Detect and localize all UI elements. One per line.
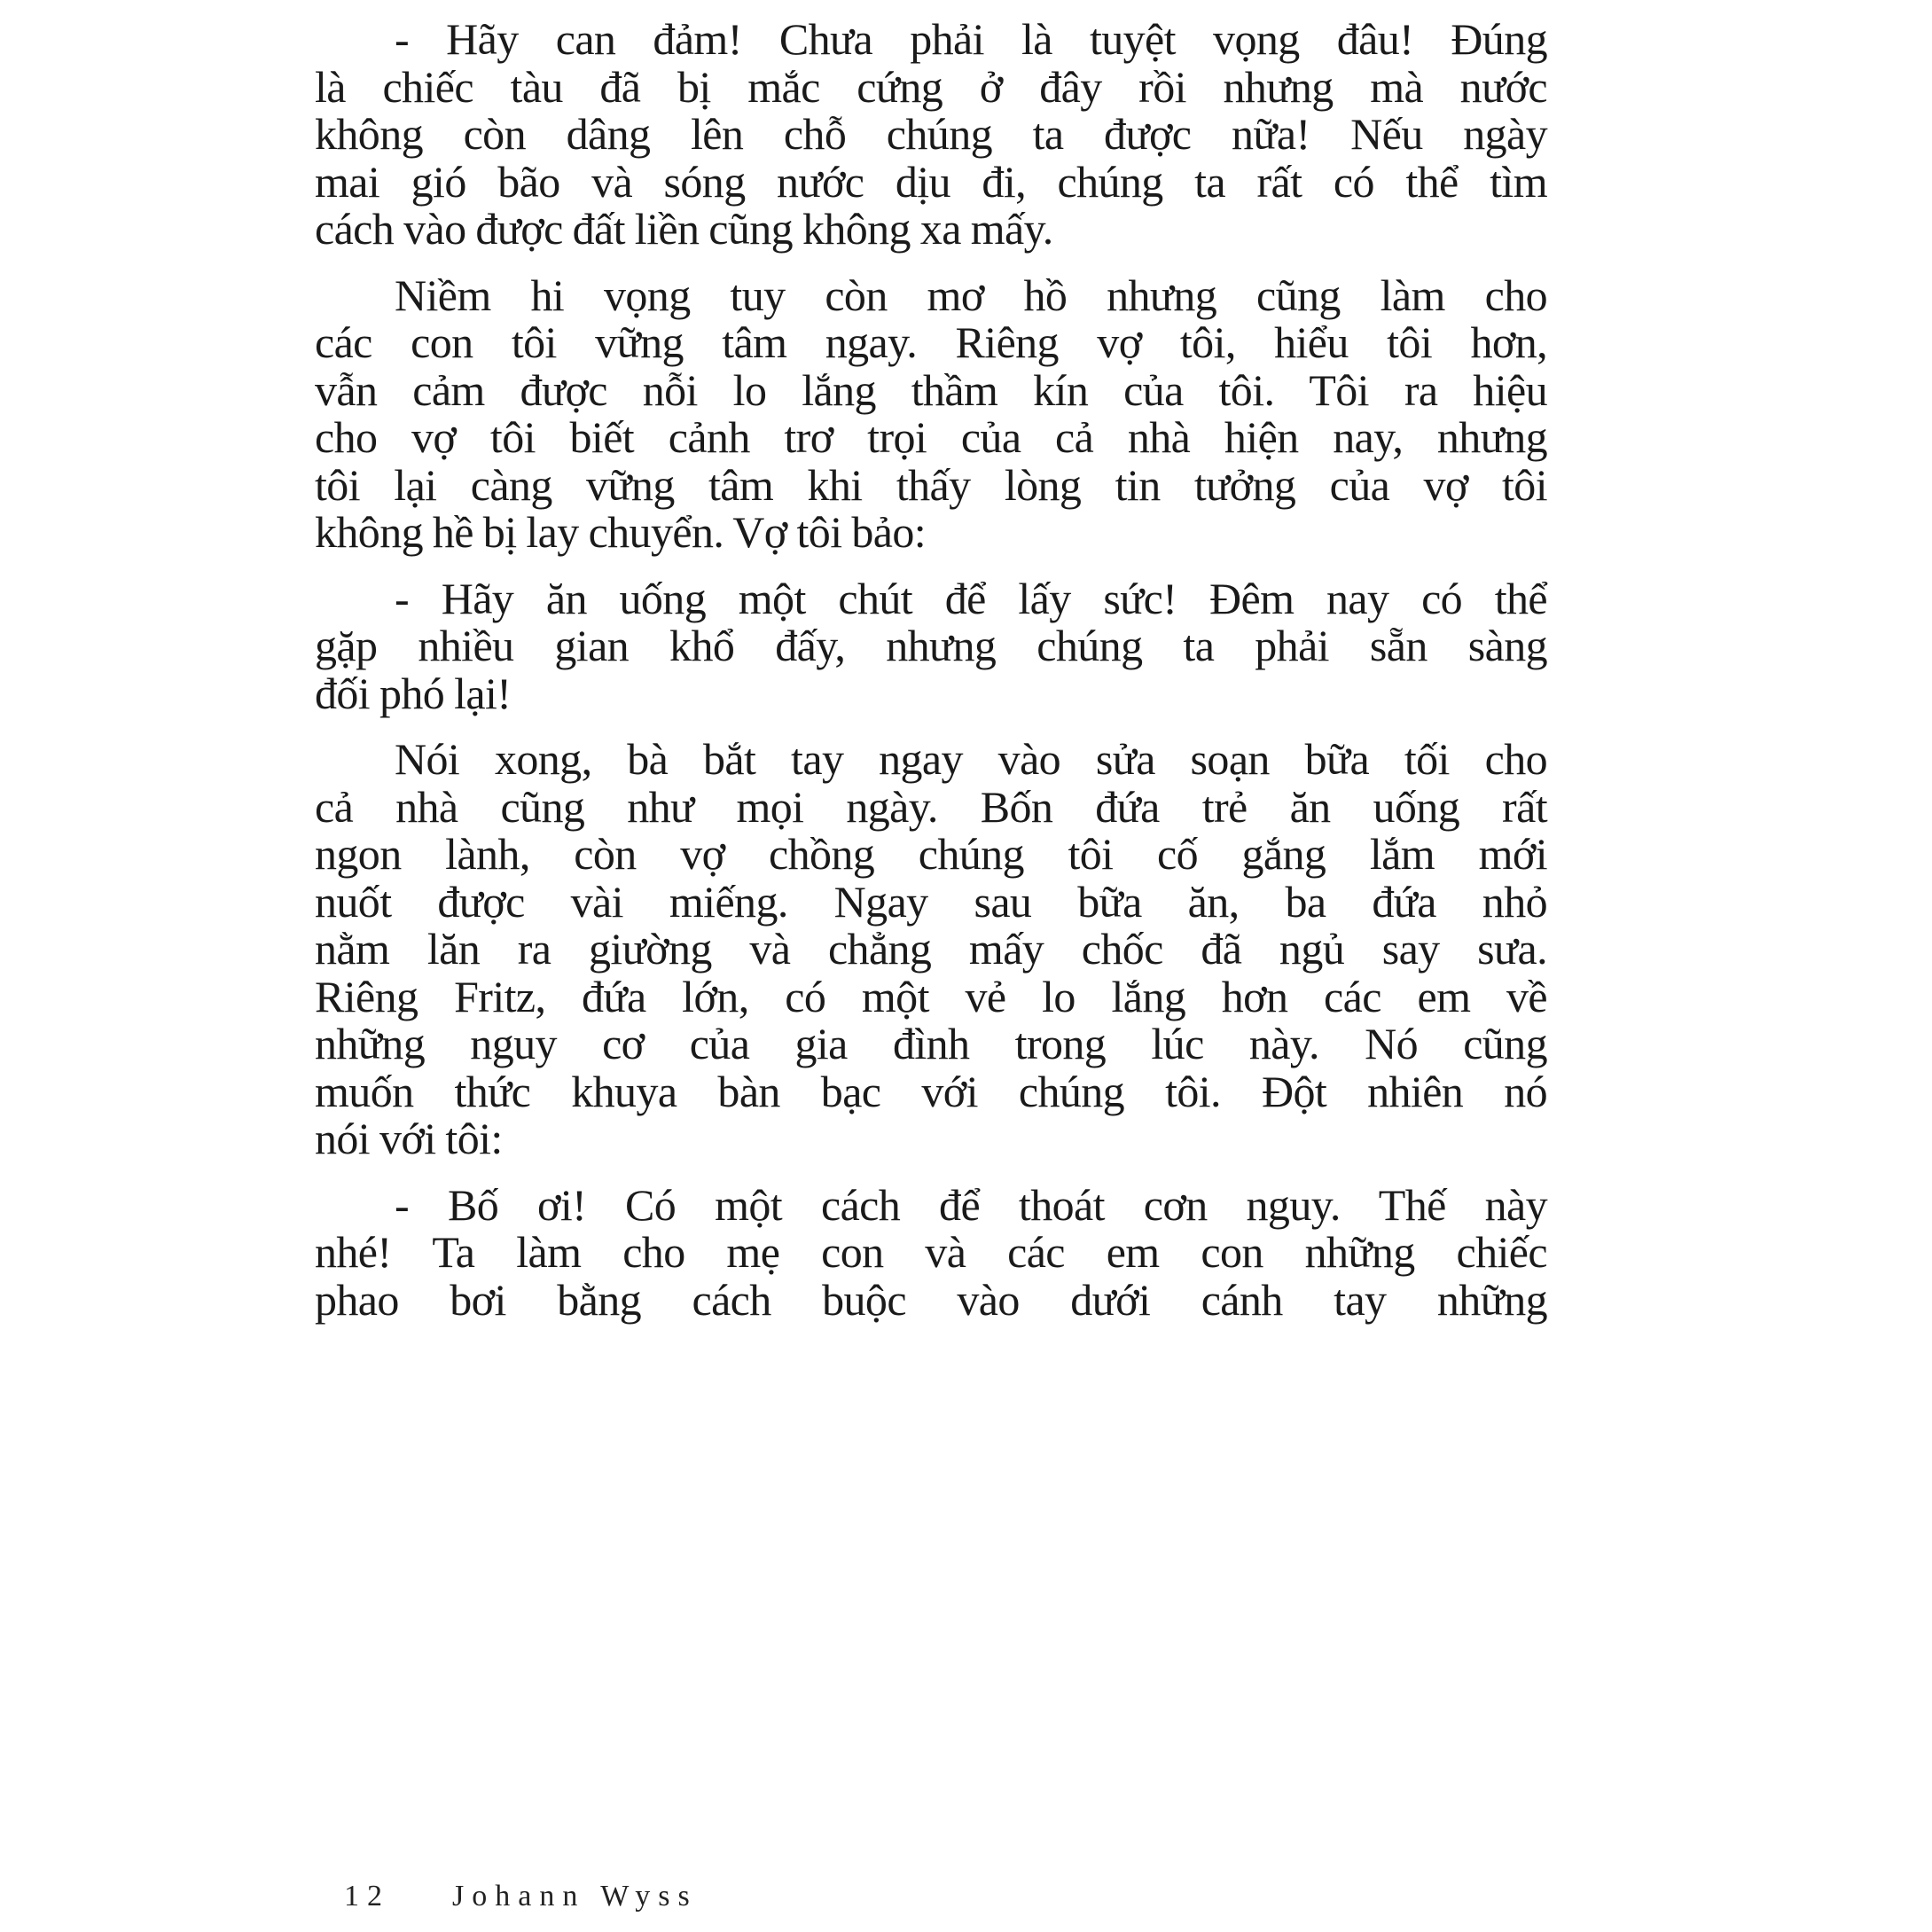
text-line: nuốt được vài miếng. Ngay sau bữa ăn, ba đứa nhỏ: [315, 876, 1547, 927]
text-line: là chiếc tàu đã bị mắc cứng ở đây rồi nhưng mà nước: [315, 61, 1547, 112]
text-line: cách vào được đất liền cũng không xa mấy.: [315, 204, 1053, 254]
text-line: Nói xong, bà bắt tay ngay vào sửa soạn bữa tối cho: [395, 734, 1547, 784]
text-line: phao bơi bằng cách buộc vào dưới cánh tay những: [315, 1274, 1547, 1325]
text-line: gặp nhiều gian khổ đấy, nhưng chúng ta phải sẵn sàng: [315, 621, 1547, 670]
text-line: vẫn cảm được nỗi lo lắng thầm kín của tôi. Tôi ra hiệu: [315, 364, 1547, 415]
paragraph-5: [315, 1179, 1547, 1325]
text-line: mai gió bão và sóng nước dịu đi, chúng ta rất có thể tìm: [315, 156, 1547, 207]
text-line: Riêng Fritz, đứa lớn, có một vẻ lo lắng hơn các em về: [315, 971, 1547, 1021]
page-footer: [344, 1880, 698, 1913]
text-line: nằm lăn ra giường và chẳng mấy chốc đã ngủ say sưa.: [315, 924, 1547, 974]
text-line: đối phó lại!: [315, 668, 512, 718]
text-line: các con tôi vững tâm ngay. Riêng vợ tôi, hiểu tôi hơn,: [315, 317, 1547, 367]
paragraph-1: [315, 16, 1547, 254]
text-line: nhé! Ta làm cho mẹ con và các em con những chiếc: [315, 1227, 1547, 1277]
text-line: - Hãy ăn uống một chút để lấy sức! Đêm nay có thể: [395, 573, 1547, 623]
paragraph-3: [315, 575, 1547, 718]
page-number: 12: [344, 1880, 390, 1912]
text-line: những nguy cơ của gia đình trong lúc này. Nó cũng: [315, 1019, 1547, 1068]
text-line: - Hãy can đảm! Chưa phải là tuyệt vọng đâu! Đúng: [395, 14, 1547, 64]
running-head-author: Johann Wyss: [452, 1880, 698, 1912]
text-line: muốn thức khuya bàn bạc với chúng tôi. Đột nhiên nó: [315, 1066, 1547, 1116]
text-line: không còn dâng lên chỗ chúng ta được nữa! Nếu ngày: [315, 109, 1547, 159]
paragraph-4: [315, 736, 1547, 1163]
text-line: không hề bị lay chuyển. Vợ tôi bảo:: [315, 507, 927, 557]
text-line: Niềm hi vọng tuy còn mơ hồ nhưng cũng làm cho: [395, 270, 1547, 320]
text-line: nói với tôi:: [315, 1114, 503, 1163]
text-line: cho vợ tôi biết cảnh trơ trọi của cả nhà hiện nay, nhưng: [315, 412, 1547, 462]
text-line: tôi lại càng vững tâm khi thấy lòng tin tưởng của vợ tôi: [315, 459, 1547, 510]
text-line: cả nhà cũng như mọi ngày. Bốn đứa trẻ ăn uống rất: [315, 781, 1547, 832]
paragraph-2: [315, 272, 1547, 557]
text-line: - Bố ơi! Có một cách để thoát cơn nguy. Thế này: [395, 1179, 1547, 1230]
body-text: [315, 16, 1547, 1342]
text-line: ngon lành, còn vợ chồng chúng tôi cố gắng lắm mới: [315, 829, 1547, 879]
